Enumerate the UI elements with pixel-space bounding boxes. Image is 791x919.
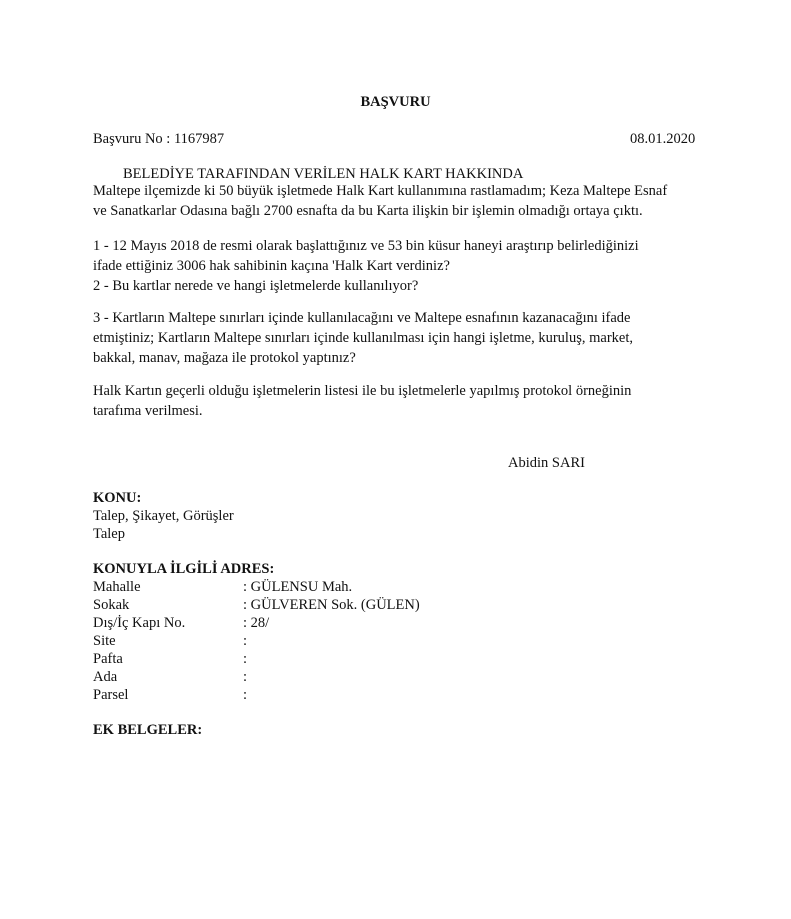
question-line: ifade ettiğiniz 3006 hak sahibinin kaçına 'Halk Kart verdiniz? bbox=[93, 258, 450, 274]
request-line: Halk Kartın geçerli olduğu işletmelerin listesi ile bu işletmelerle yapılmış protokol örneğinin bbox=[93, 383, 632, 399]
questions-paragraph-1 bbox=[93, 236, 703, 296]
address-value-mahalle: : GÜLENSU Mah. bbox=[243, 579, 353, 595]
application-date: 08.01.2020 bbox=[630, 131, 696, 147]
question-line: 2 - Bu kartlar nerede ve hangi işletmelerde kullanılıyor? bbox=[93, 278, 419, 294]
question-line: etmiştiniz; Kartların Maltepe sınırları içinde kullanılması için hangi işletme, kuruluş, market, bbox=[93, 330, 633, 346]
address-label-pafta: Pafta bbox=[93, 651, 123, 667]
intro-line: ve Sanatkarlar Odasına bağlı 2700 esnafta da bu Karta ilişkin bir işlemin olmadığı ortaya çıktı. bbox=[93, 203, 643, 219]
intro-paragraph bbox=[93, 181, 703, 221]
attachments-heading: EK BELGELER: bbox=[93, 722, 203, 738]
address-label-site: Site bbox=[93, 633, 116, 649]
address-label-ada: Ada bbox=[93, 669, 118, 685]
signature-name: Abidin SARI bbox=[508, 455, 585, 471]
konu-line: Talep, Şikayet, Görüşler bbox=[93, 508, 234, 524]
address-label-sokak: Sokak bbox=[93, 597, 130, 613]
address-value-ada: : bbox=[243, 669, 248, 685]
question-line: 1 - 12 Mayıs 2018 de resmi olarak başlattığınız ve 53 bin küsur haneyi araştırıp belirlediğinizi bbox=[93, 238, 639, 254]
request-paragraph bbox=[93, 381, 703, 421]
document-title: BAŞVURU bbox=[360, 94, 431, 110]
address-label-parsel: Parsel bbox=[93, 687, 129, 703]
konu-heading: KONU: bbox=[93, 490, 142, 506]
application-number: Başvuru No : 1167987 bbox=[93, 131, 225, 147]
intro-line: Maltepe ilçemizde ki 50 büyük işletmede Halk Kart kullanımına rastlamadım; Keza Maltepe Esnaf bbox=[93, 183, 668, 199]
address-value-site: : bbox=[243, 633, 248, 649]
address-label-mahalle: Mahalle bbox=[93, 579, 141, 595]
address-value-kapi-no: : 28/ bbox=[243, 615, 270, 631]
subject-heading: BELEDİYE TARAFINDAN VERİLEN HALK KART HAKKINDA bbox=[123, 166, 524, 182]
question-line: 3 - Kartların Maltepe sınırları içinde kullanılacağını ve Maltepe esnafının kazanacağını ifade bbox=[93, 310, 631, 326]
address-value-sokak: : GÜLVEREN Sok. (GÜLEN) bbox=[243, 597, 420, 613]
question-line: bakkal, manav, mağaza ile protokol yaptınız? bbox=[93, 350, 356, 366]
konu-line: Talep bbox=[93, 526, 125, 542]
address-heading: KONUYLA İLGİLİ ADRES: bbox=[93, 561, 275, 577]
address-label-kapi-no: Dış/İç Kapı No. bbox=[93, 615, 186, 631]
questions-paragraph-2 bbox=[93, 308, 703, 368]
address-value-parsel: : bbox=[243, 687, 248, 703]
address-value-pafta: : bbox=[243, 651, 248, 667]
request-line: tarafıma verilmesi. bbox=[93, 403, 203, 419]
